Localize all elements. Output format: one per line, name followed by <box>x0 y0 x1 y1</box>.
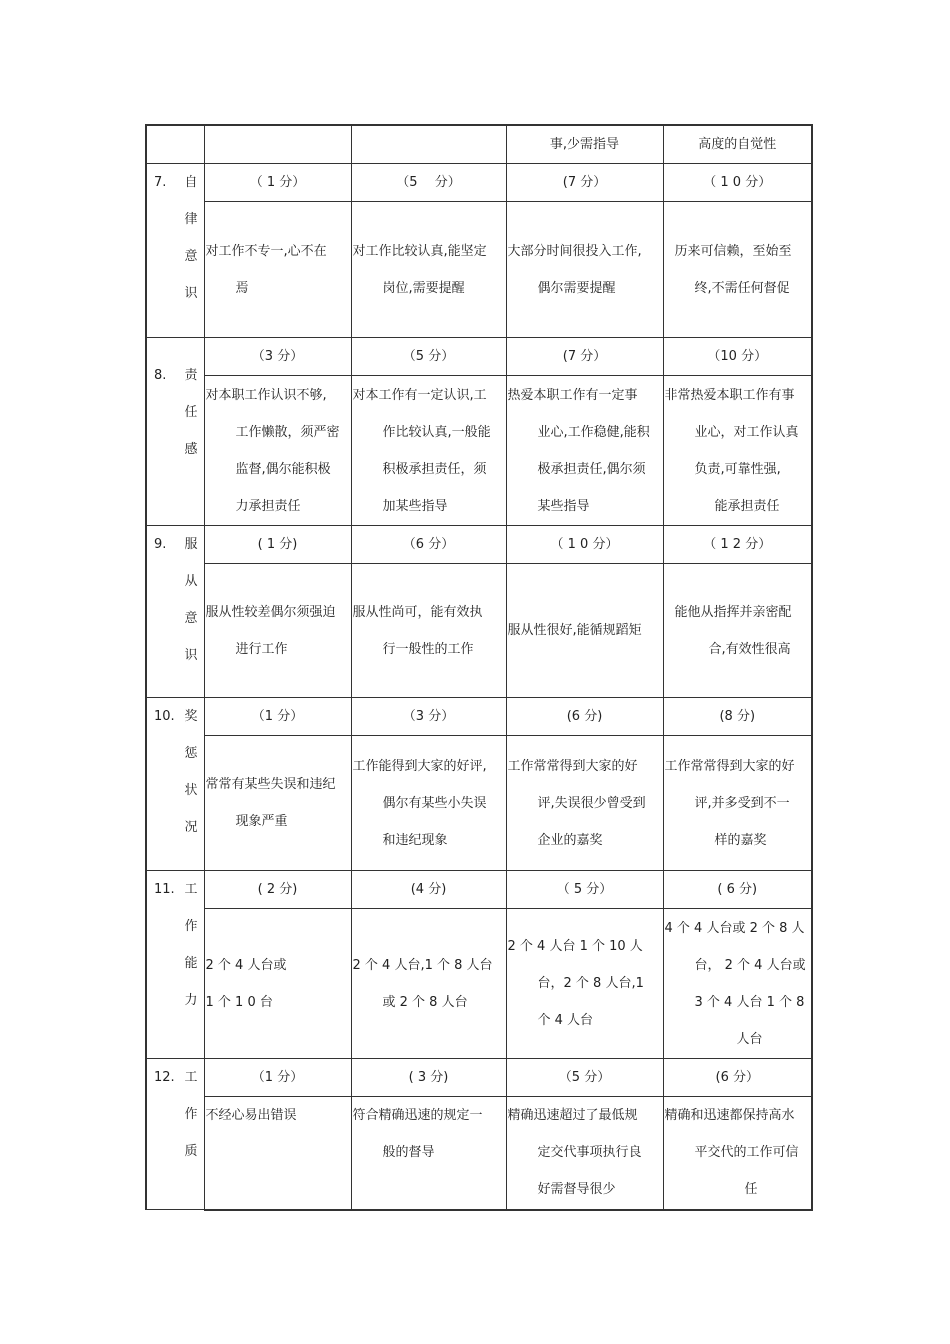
score-cell: （ 1 2 分） <box>663 526 812 564</box>
score-cell: （1 分） <box>204 698 351 736</box>
continuation-cell <box>204 125 351 164</box>
score-cell: (6 分） <box>663 1059 812 1097</box>
continuation-row <box>146 125 812 164</box>
score-row <box>146 164 812 202</box>
category-number: 9. <box>154 537 167 552</box>
category-label <box>183 871 199 1019</box>
description-row <box>146 909 812 1059</box>
category-char: 力 <box>184 993 198 1008</box>
category-cell-11 <box>146 871 204 1059</box>
description-cell: 工作常常得到大家的好 评,并多受到不一 样的嘉奖 <box>663 736 812 871</box>
description-cell: 对本工作有一定认识,工 作比较认真,一般能 积极承担责任，须 加某些指导 <box>351 376 506 526</box>
score-cell: (4 分) <box>351 871 506 909</box>
score-cell: （3 分） <box>204 338 351 376</box>
category-label <box>183 698 199 846</box>
continuation-cell <box>351 125 506 164</box>
score-cell: （ 5 分） <box>506 871 663 909</box>
category-cell-9 <box>146 526 204 698</box>
category-cell-7 <box>146 164 204 338</box>
score-row <box>146 1059 812 1097</box>
category-number: 7. <box>154 175 167 190</box>
category-char: 服 <box>184 537 198 552</box>
category-cell-8 <box>146 338 204 526</box>
description-cell: 2 个 4 人台 1 个 10 人 台，2 个 8 人台,1 个 4 人台 <box>506 909 663 1059</box>
category-char: 作 <box>184 1107 198 1122</box>
category-char: 意 <box>184 249 198 264</box>
score-cell: （3 分） <box>351 698 506 736</box>
description-cell: 4 个 4 人台或 2 个 8 人 台， 2 个 4 人台或 3 个 4 人台 1 个 8 人台 <box>663 909 812 1059</box>
description-cell: 符合精确迅速的规定一 般的督导 <box>351 1097 506 1210</box>
category-char: 感 <box>184 442 198 457</box>
description-cell: 服从性较差偶尔须强迫 进行工作 <box>204 564 351 698</box>
category-label <box>183 1059 199 1170</box>
score-cell: ( 3 分) <box>351 1059 506 1097</box>
description-row <box>146 564 812 698</box>
description-row <box>146 736 812 871</box>
category-number: 12. <box>154 1070 175 1085</box>
continuation-cell: 事,少需指导 <box>506 125 663 164</box>
score-cell: (7 分） <box>506 338 663 376</box>
description-cell: 历来可信赖，至始至 终,不需任何督促 <box>663 202 812 338</box>
category-number: 10. <box>154 709 175 724</box>
score-cell: （1 分） <box>204 1059 351 1097</box>
description-cell: 对本职工作认识不够, 工作懒散，须严密 监督,偶尔能积极 力承担责任 <box>204 376 351 526</box>
category-char: 状 <box>184 783 198 798</box>
description-cell: 工作能得到大家的好评, 偶尔有某些小失误 和违纪现象 <box>351 736 506 871</box>
description-cell: 2 个 4 人台或 1 个 1 0 台 <box>204 909 351 1059</box>
score-cell: （5 分） <box>351 164 506 202</box>
description-cell: 精确迅速超过了最低规 定交代事项执行良 好需督导很少 <box>506 1097 663 1210</box>
category-char: 意 <box>184 611 198 626</box>
score-cell: （ 1 0 分） <box>663 164 812 202</box>
score-cell: ( 2 分) <box>204 871 351 909</box>
description-cell: 不经心易出错误 <box>204 1097 351 1210</box>
score-cell: （5 分） <box>351 338 506 376</box>
continuation-cell: 高度的自觉性 <box>663 125 812 164</box>
category-char: 自 <box>184 175 198 190</box>
evaluation-table-container <box>145 124 811 1196</box>
description-row <box>146 376 812 526</box>
description-cell: 能他从指挥并亲密配 合,有效性很高 <box>663 564 812 698</box>
description-cell: 大部分时间很投入工作, 偶尔需要提醒 <box>506 202 663 338</box>
category-char: 质 <box>184 1144 198 1159</box>
description-cell: 工作常常得到大家的好 评,失误很少曾受到 企业的嘉奖 <box>506 736 663 871</box>
score-cell: (7 分） <box>506 164 663 202</box>
description-cell: 服从性很好,能循规蹈矩 <box>506 564 663 698</box>
category-label <box>183 357 199 468</box>
score-cell: (8 分) <box>663 698 812 736</box>
category-cell-10 <box>146 698 204 871</box>
category-number: 8. <box>154 368 167 383</box>
score-cell: （10 分） <box>663 338 812 376</box>
category-char: 工 <box>184 1070 198 1085</box>
category-char: 工 <box>184 882 198 897</box>
score-cell: （6 分） <box>351 526 506 564</box>
category-label <box>183 526 199 674</box>
description-cell: 热爱本职工作有一定事 业心,工作稳健,能积 极承担责任,偶尔须 某些指导 <box>506 376 663 526</box>
score-row <box>146 698 812 736</box>
category-label <box>183 164 199 312</box>
description-cell: 对工作比较认真,能坚定 岗位,需要提醒 <box>351 202 506 338</box>
description-cell: 服从性尚可，能有效执 行一般性的工作 <box>351 564 506 698</box>
description-row <box>146 1097 812 1210</box>
category-char: 能 <box>184 956 198 971</box>
evaluation-table <box>145 124 813 1211</box>
category-number: 11. <box>154 882 175 897</box>
category-char: 识 <box>184 286 198 301</box>
score-cell: ( 6 分) <box>663 871 812 909</box>
category-char: 从 <box>184 574 198 589</box>
category-cell <box>146 125 204 164</box>
score-cell: (6 分) <box>506 698 663 736</box>
category-char: 责 <box>184 368 198 383</box>
category-char: 惩 <box>184 746 198 761</box>
score-cell: （ 1 0 分） <box>506 526 663 564</box>
score-row <box>146 871 812 909</box>
description-cell: 非常热爱本职工作有事 业心，对工作认真 负责,可靠性强, 能承担责任 <box>663 376 812 526</box>
description-cell: 常常有某些失误和违纪 现象严重 <box>204 736 351 871</box>
score-cell: （ 1 分） <box>204 164 351 202</box>
score-row <box>146 338 812 376</box>
description-cell: 对工作不专一,心不在 焉 <box>204 202 351 338</box>
score-cell: ( 1 分) <box>204 526 351 564</box>
category-char: 任 <box>184 405 198 420</box>
description-cell: 2 个 4 人台,1 个 8 人台 或 2 个 8 人台 <box>351 909 506 1059</box>
score-cell: （5 分） <box>506 1059 663 1097</box>
description-cell: 精确和迅速都保持高水 平交代的工作可信 任 <box>663 1097 812 1210</box>
category-char: 律 <box>184 212 198 227</box>
category-char: 作 <box>184 919 198 934</box>
category-char: 识 <box>184 648 198 663</box>
description-row <box>146 202 812 338</box>
category-char: 况 <box>184 820 198 835</box>
score-row <box>146 526 812 564</box>
category-char: 奖 <box>184 709 198 724</box>
category-cell-12 <box>146 1059 204 1210</box>
